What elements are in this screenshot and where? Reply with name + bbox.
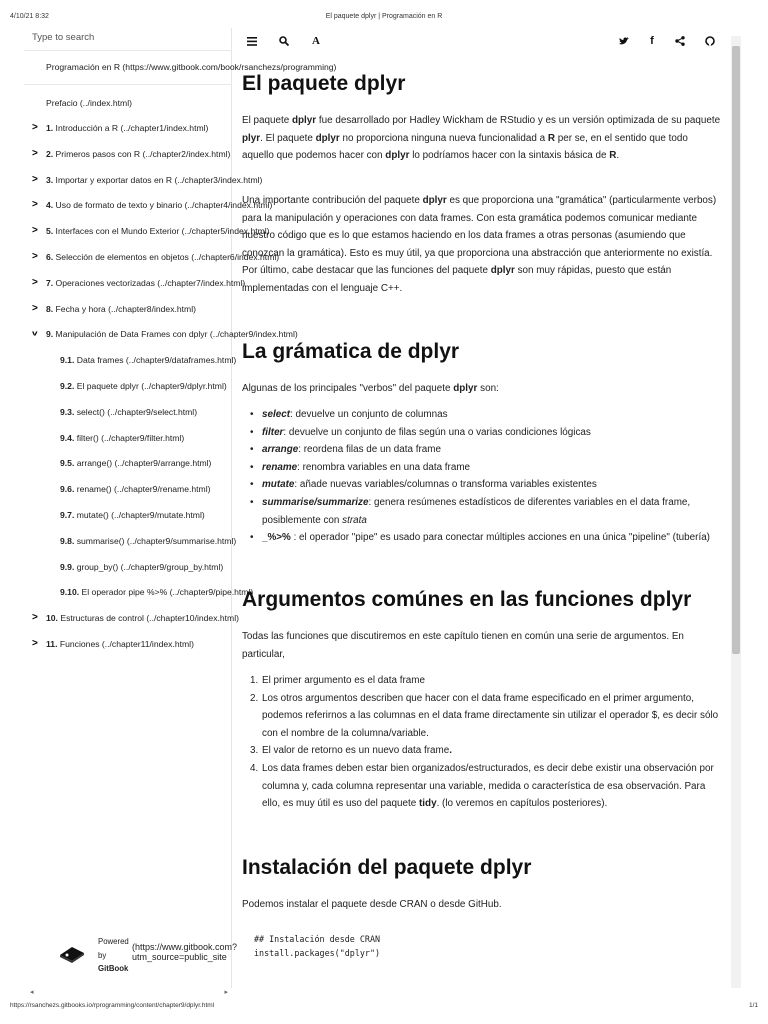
gitbook-label: GitBook: [98, 964, 129, 973]
chevron-right-icon[interactable]: >: [32, 276, 38, 288]
search-input[interactable]: [32, 32, 222, 43]
section-number: 9.5.: [60, 458, 75, 469]
text-run: no proporciona ninguna nueva funcionalidad a: [339, 132, 548, 144]
section-heading-argumentos: Argumentos comúnes en las funciones dplyr: [242, 588, 692, 611]
sidebar-item-section[interactable]: [24, 457, 224, 469]
powered-by-gitbook[interactable]: [58, 933, 248, 983]
bold-term: R: [547, 132, 555, 144]
section-heading-gramatica: La grámatica de dplyr: [242, 340, 460, 363]
verb-item: [242, 406, 722, 424]
verb-desc: : renombra variables en una data frame: [297, 461, 471, 473]
chapter-label: Funciones (../chapter11/index.html): [57, 639, 194, 649]
section-label: El operador pipe %>% (../chapter9/pipe.html): [79, 587, 254, 598]
args-list: [242, 672, 722, 813]
sidebar-item-chapter[interactable]: [24, 122, 224, 134]
chapter-number: 7.: [46, 277, 54, 288]
verb-name: mutate: [262, 479, 295, 491]
gitbook-url-line1: (https://www.gitbook.com?: [132, 942, 238, 952]
chapter-label: Manipulación de Data Frames con dplyr (../chapter9/index.html): [53, 329, 298, 340]
chapter-label: Estructuras de control (../chapter10/index.html): [57, 613, 239, 624]
vertical-scrollbar[interactable]: [731, 36, 741, 988]
section-number: 9.3.: [60, 406, 75, 417]
bold-term: .: [449, 745, 452, 757]
arg-item: [242, 742, 722, 760]
page-title: El paquete dplyr: [242, 72, 406, 95]
font-icon[interactable]: A: [312, 35, 320, 47]
verb-desc: : añade nuevas variables/columnas o transforma variables existentes: [294, 479, 597, 491]
verb-name: rename: [262, 461, 298, 473]
section-label: rename() (../chapter9/rename.html): [74, 484, 211, 495]
chapter-label: Interfaces con el Mundo Exterior (../chapter5/index.html): [53, 226, 270, 237]
sidebar-item-section[interactable]: [24, 432, 224, 444]
verbs-list: [242, 406, 722, 547]
print-date: 4/10/21 8:32: [10, 13, 49, 20]
verb-name: filter: [262, 426, 284, 438]
verb-name: summarise/summarize: [262, 496, 369, 508]
chapter-label: Importar y exportar datos en R (../chapter3/index.html): [53, 174, 263, 185]
section-heading-instalacion: Instalación del paquete dplyr: [242, 856, 532, 879]
menu-icon[interactable]: [244, 34, 260, 48]
chevron-right-icon[interactable]: >: [32, 638, 38, 649]
text-run: El primer argumento es el data frame: [262, 675, 426, 686]
verb-item: [242, 441, 722, 459]
chevron-right-icon[interactable]: >: [32, 612, 38, 624]
scroll-thumb[interactable]: [732, 46, 740, 654]
section-label: mutate() (../chapter9/mutate.html): [74, 510, 205, 520]
bold-term: dplyr: [490, 265, 515, 277]
sidebar-item-chapter[interactable]: [24, 638, 224, 650]
chevron-right-icon[interactable]: >: [32, 302, 38, 314]
sidebar-horizontal-scrollbar[interactable]: [24, 988, 232, 998]
sidebar-item-chapter[interactable]: [24, 199, 273, 211]
verb-item: [242, 529, 722, 547]
chapter-label: Primeros pasos con R (../chapter2/index.html): [53, 148, 231, 159]
sidebar-item-section[interactable]: [24, 509, 224, 521]
powered-label: Powered: [98, 937, 129, 946]
sidebar-item-section[interactable]: [24, 586, 254, 598]
gitbook-logo-icon: [58, 941, 86, 963]
text-run: Una importante contribución del paquete: [242, 195, 423, 206]
bold-term: dplyr: [453, 383, 478, 394]
text-run: .: [616, 150, 620, 162]
sidebar-item-chapter[interactable]: [24, 147, 231, 160]
section-number: 9.9.: [60, 561, 75, 572]
arg-item: [242, 760, 722, 813]
search-icon[interactable]: [276, 34, 292, 48]
bold-term: plyr: [242, 132, 261, 144]
section-label: El paquete dplyr (../chapter9/dplyr.html): [74, 381, 227, 391]
code-block: [254, 932, 734, 960]
section-label: select() (../chapter9/select.html): [74, 406, 198, 417]
verb-item: [242, 494, 722, 529]
sidebar-divider: [24, 84, 232, 85]
sidebar-item-chapter[interactable]: [24, 612, 239, 624]
arg-number: 3.: [250, 745, 259, 757]
print-title: El paquete dplyr | Programación en R: [325, 13, 443, 20]
powered-by-label: by: [98, 951, 107, 960]
chapter-number: 4.: [46, 200, 54, 211]
twitter-icon[interactable]: [616, 34, 632, 48]
arg-item: [242, 672, 722, 690]
text-run: per se, en el sentido que todo aquello que podemos hacer con: [242, 132, 688, 162]
verb-desc: : genera resúmenes estadísticos de diferentes variables en el data frame, posiblemente con: [262, 496, 691, 526]
chevron-right-icon[interactable]: >: [32, 147, 38, 159]
sidebar-item-chapter[interactable]: [24, 225, 270, 237]
chevron-right-icon[interactable]: >: [32, 199, 38, 211]
section-number: 9.10.: [60, 587, 80, 598]
chapter-label: Uso de formato de texto y binario (../chapter4/index.html): [53, 200, 273, 211]
chevron-right-icon[interactable]: >: [32, 225, 38, 237]
chapter-number: 8.: [46, 303, 54, 314]
text-run: . (lo veremos en capítulos posteriores).: [436, 798, 608, 810]
verb-item: [242, 459, 722, 477]
verb-desc: : devuelve un conjunto de columnas: [290, 409, 448, 420]
section-label: arrange() (../chapter9/arrange.html): [74, 458, 212, 469]
share-icon[interactable]: [672, 34, 688, 48]
arg-item: [242, 690, 722, 743]
section-label: Data frames (../chapter9/dataframes.html): [74, 355, 237, 366]
verb-desc: : devuelve un conjunto de filas según una o varias condiciones lógicas: [283, 426, 591, 438]
chapter-number: 2.: [46, 148, 54, 159]
section-label: summarise() (../chapter9/summarise.html): [74, 535, 237, 546]
chevron-right-icon[interactable]: >: [32, 122, 38, 133]
text-run: son muy rápidas, puesto que están implementadas con el lenguaje C++.: [242, 265, 672, 294]
text-run: Los data frames deben estar bien organizados/estructurados, es decir debe existir una observación por columna y, cada columna representar una variable, medida o característica de esa observación. Para ello, es muy útil es uso del paquete: [262, 762, 714, 810]
bold-term: tidy: [419, 798, 437, 810]
section-label: group_by() (../chapter9/group_by.html): [74, 561, 224, 572]
text-run: Algunas de los principales "verbos" del paquete: [242, 383, 454, 394]
verb-item: [242, 476, 722, 494]
verb-name: arrange: [262, 444, 299, 456]
text-run: es que proporciona una "gramática" (particularmente verbos) para la manipulación y operaciones con data frames. Con esta gramática podemos comunicar mediante nuestro código que es lo que estamos haciendo en los data frames a otras personas (asumiendo que conozcan la gramática). Esto es muy útil, ya que proporciona una abstracción que anteriormente no existía. Por último, cabe destacar que las funciones del paquete: [242, 195, 717, 277]
sidebar-item-section[interactable]: [24, 354, 237, 366]
chapter-label: Introducción a R (../chapter1/index.html): [53, 123, 209, 133]
text-run: fue desarrollado por Hadley Wickham de RStudio y es un versión optimizada de su paquete: [316, 115, 721, 126]
chapter-number: 6.: [46, 252, 54, 262]
scroll-right-icon[interactable]: ▸: [224, 989, 228, 996]
sidebar-item-chapter[interactable]: [24, 328, 298, 340]
section-label: filter() (../chapter9/filter.html): [74, 432, 185, 443]
verb-item: [242, 424, 722, 442]
text-run: son:: [477, 383, 499, 394]
verbs-intro: [242, 380, 722, 398]
chapter-label: Operaciones vectorizadas (../chapter7/index.html): [53, 277, 246, 288]
gitbook-url-line2: utm_source=public_site: [132, 952, 227, 962]
chevron-right-icon[interactable]: >: [32, 173, 38, 185]
arg-number: 2.: [250, 692, 259, 704]
verb-desc: : reordena filas de un data frame: [298, 444, 441, 456]
verb-name: _%>%: [262, 532, 291, 544]
chapter-number: 11.: [46, 639, 58, 649]
text-run: . El paquete: [260, 132, 316, 144]
verb-name: select: [262, 409, 291, 420]
bold-term: dplyr: [291, 115, 317, 126]
install-intro: Podemos instalar el paquete desde CRAN o desde GitHub.: [242, 899, 502, 910]
sidebar-item-chapter[interactable]: [24, 276, 246, 289]
sidebar-item-section[interactable]: [24, 483, 224, 495]
sidebar-item-prefacio[interactable]: Prefacio (../index.html): [46, 98, 132, 108]
arg-number: 1.: [250, 675, 259, 686]
print-page-number: 1/1: [748, 1002, 758, 1009]
text-run: El paquete: [242, 115, 292, 126]
print-header: [0, 0, 768, 24]
section-number: 9.2.: [60, 381, 75, 391]
code-comment: ## Instalación desde CRAN: [254, 934, 381, 944]
arg-number: 4.: [250, 762, 259, 774]
chapter-label: Fecha y hora (../chapter8/index.html): [53, 303, 196, 314]
verb-desc: : el operador "pipe" es usado para conectar múltiples acciones en una única "pipeline" (tubería): [290, 532, 710, 544]
sidebar-item-chapter[interactable]: [24, 303, 224, 315]
github-icon[interactable]: [702, 34, 718, 48]
args-intro: Todas las funciones que discutiremos en este capítulo tienen en común una serie de argumentos. En particular,: [242, 631, 684, 660]
chapter-number: 9.: [46, 329, 54, 340]
sidebar-item-section[interactable]: [24, 380, 227, 392]
facebook-icon[interactable]: f: [650, 35, 654, 47]
bold-term: R: [609, 150, 617, 162]
chevron-down-icon[interactable]: v: [32, 330, 38, 338]
section-number: 9.4.: [60, 432, 75, 443]
chapter-number: 1.: [46, 123, 54, 133]
text-run: El valor de retorno es un nuevo data frame: [262, 745, 450, 757]
grammar-paragraph: [242, 192, 722, 298]
toolbar: [244, 34, 724, 50]
chapter-label: Selección de elementos en objetos (../chapter6/index.html): [53, 252, 280, 262]
sidebar-item-chapter[interactable]: [24, 173, 263, 186]
bold-term: dplyr: [315, 132, 340, 144]
sidebar-item-chapter[interactable]: [24, 251, 280, 263]
sidebar-divider: [24, 50, 232, 51]
sidebar-item-section[interactable]: [24, 535, 237, 547]
code-line: install.packages("dplyr"): [254, 948, 381, 958]
sidebar-item-section[interactable]: [24, 406, 224, 418]
chevron-right-icon[interactable]: >: [32, 251, 38, 262]
bold-term: dplyr: [422, 195, 447, 206]
chapter-number: 10.: [46, 613, 58, 624]
section-number: 9.1.: [60, 355, 75, 366]
text-run: Los otros argumentos describen que hacer con el data frame especificado en el primer argumento, podemos referirnos a las columnas en el data frame directamente sin utilizar el operador $, es decir sólo con el nombre de la columna/variable.: [262, 692, 719, 739]
sidebar-item-book-home[interactable]: Programación en R (https://www.gitbook.com/book/rsanchezs/programming): [46, 62, 337, 72]
chapter-number: 5.: [46, 226, 54, 237]
section-number: 9.8.: [60, 535, 75, 546]
verb-tail: strata: [342, 514, 367, 526]
bold-term: dplyr: [385, 150, 410, 162]
sidebar-item-section[interactable]: [24, 561, 224, 573]
section-number: 9.7.: [60, 510, 75, 520]
text-run: lo podríamos hacer con la sintaxis básica de: [409, 150, 610, 162]
intro-paragraph: [242, 112, 722, 165]
chapter-number: 3.: [46, 174, 54, 185]
print-url: https://rsanchezs.gitbooks.io/rprogramming/content/chapter9/dplyr.html: [10, 1002, 215, 1009]
section-number: 9.6.: [60, 484, 75, 495]
scroll-left-icon[interactable]: ◂: [30, 989, 34, 996]
